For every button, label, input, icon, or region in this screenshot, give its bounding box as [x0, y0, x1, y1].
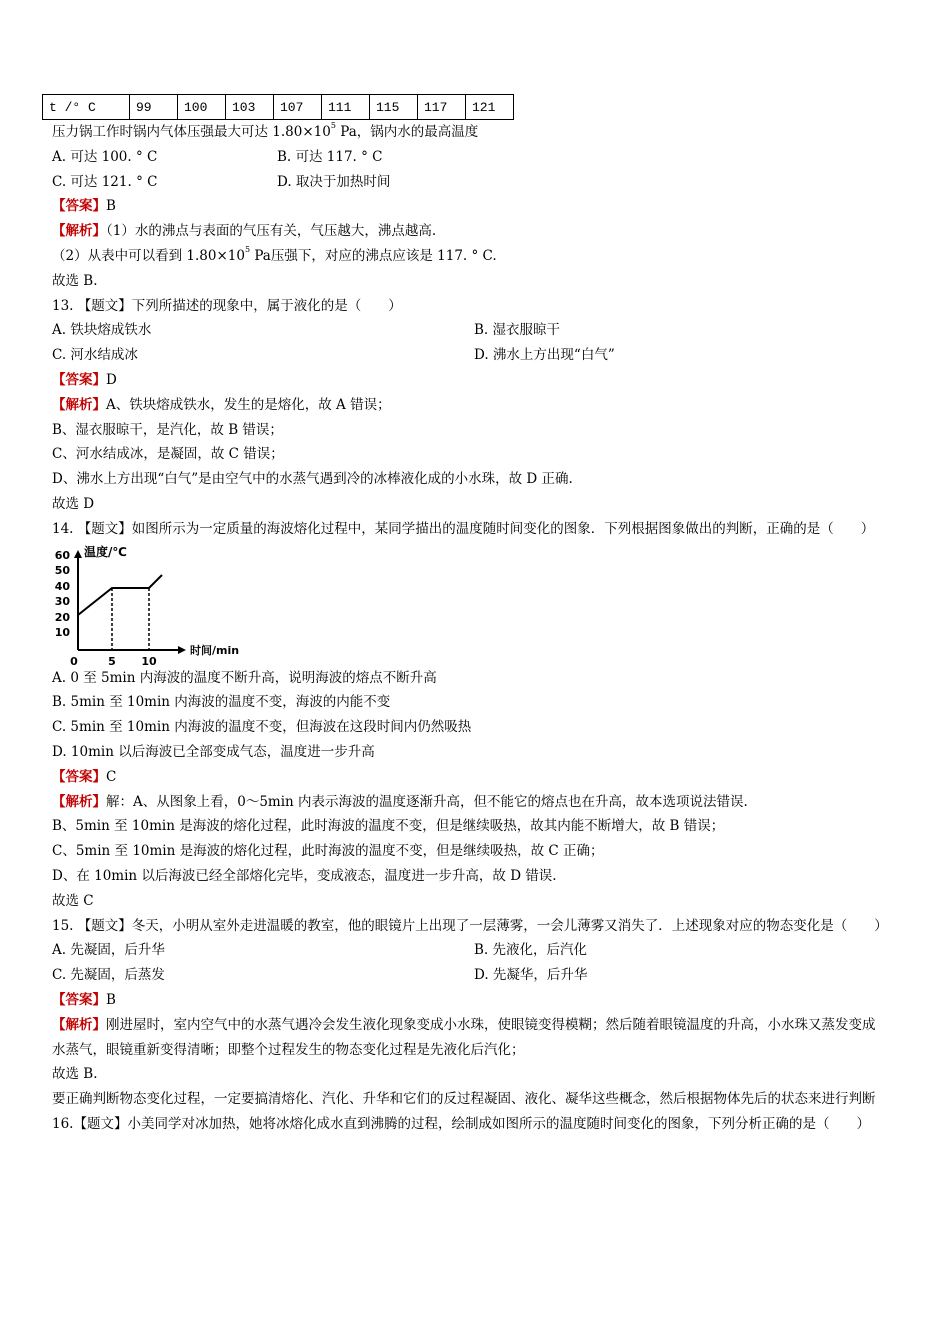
- q13-analysis-line: B、湿衣服晾干，是汽化，故 B 错误；: [52, 421, 283, 438]
- q13-analysis-line: C、河水结成冰，是凝固，故 C 错误；: [52, 446, 284, 463]
- q15-answer: 【答案】B: [52, 991, 116, 1008]
- option-c: C. 河水结成冰: [52, 347, 138, 364]
- q12-options-row2: [52, 170, 900, 195]
- x-tick-label: 5: [108, 654, 116, 666]
- y-axis-label: 温度/℃: [84, 544, 127, 559]
- table-row: [43, 95, 514, 120]
- q15-note: 要正确判断物态变化过程，一定要搞清熔化、汽化、升华和它们的反过程凝固、液化、凝华这些概念，然后根据物体先后的状态来进行判断: [52, 1091, 876, 1108]
- q14-option-d: D. 10min 以后海波已全部变成气态，温度进一步升高: [52, 743, 375, 760]
- q13-options-row2: [52, 343, 900, 368]
- x-axis-arrow: [178, 646, 186, 654]
- option-b: B. 可达 117. ° C: [277, 148, 383, 165]
- document-page: [49, 94, 900, 1137]
- y-tick-label: 60: [54, 548, 70, 562]
- q15-analysis-line: 水蒸气，眼镜重新变得清晰；即整个过程发生的物态变化过程是先液化后汽化；: [52, 1041, 525, 1058]
- q15-conclusion: 故选 B.: [52, 1066, 98, 1083]
- q14-stem: 14. 【题文】如图所示为一定质量的海波熔化过程中，某同学描出的温度随时间变化的图象．下列根据图象做出的判断，正确的是（ ）: [52, 520, 875, 537]
- q14-conclusion: 故选 C: [52, 892, 94, 909]
- temperature-time-graph: [52, 542, 252, 666]
- q14-answer: 【答案】C: [52, 768, 117, 785]
- y-axis-arrow: [74, 550, 82, 558]
- x-axis-label: 时间/min: [190, 643, 240, 657]
- q16-stem: 16.【题文】小美同学对冰加热，她将冰熔化成水直到沸腾的过程，绘制成如图所示的温度随时间变化的图象，下列分析正确的是（ ）: [52, 1115, 870, 1132]
- q15-options-row1: [52, 938, 900, 963]
- option-d: D. 取决于加热时间: [277, 173, 391, 190]
- q13-stem: 13. 【题文】下列所描述的现象中，属于液化的是（ ）: [52, 297, 402, 314]
- x-tick-label: 0: [70, 654, 78, 666]
- q12-answer: 【答案】B: [52, 198, 116, 215]
- option-c: C. 可达 121. ° C: [52, 173, 158, 190]
- q14-analysis: 【解析】解：A、从图象上看，0～5min 内表示海波的温度逐渐升高，但不能它的熔点也在升高，故本选项说法错误.: [52, 793, 748, 810]
- x-tick-label: 10: [141, 654, 157, 666]
- table-cell: 111: [322, 95, 370, 120]
- option-a: A. 可达 100. ° C: [52, 148, 158, 165]
- melting-graph: [52, 542, 900, 666]
- table-cell: 121: [466, 95, 514, 120]
- option-a: A. 铁块熔成铁水: [52, 322, 152, 339]
- q14-option-a: A. 0 至 5min 内海波的温度不断升高，说明海波的熔点不断升高: [52, 669, 437, 686]
- q13-conclusion: 故选 D: [52, 495, 95, 512]
- q13-analysis: 【解析】A、铁块熔成铁水，发生的是熔化，故 A 错误；: [52, 396, 391, 413]
- boiling-point-table: [42, 94, 514, 120]
- option-c: C. 先凝固，后蒸发: [52, 967, 165, 984]
- table-header-cell: t /° C: [43, 95, 130, 120]
- q12-options-row1: [52, 145, 900, 170]
- q14-option-b: B. 5min 至 10min 内海波的温度不变，海波的内能不变: [52, 694, 391, 711]
- table-cell: 115: [370, 95, 418, 120]
- q13-answer: 【答案】D: [52, 371, 117, 388]
- q14-analysis-line: C、5min 至 10min 是海波的熔化过程，此时海波的温度不变，但是继续吸热，故 C 正确；: [52, 843, 604, 860]
- y-tick-label: 50: [54, 563, 70, 577]
- q12-stem: 压力锅工作时锅内气体压强最大可达 $1.80\times 10^5$ Pa，锅内水的最高温度: [52, 121, 479, 140]
- option-d: D. 沸水上方出现“白气”: [474, 347, 615, 364]
- q15-analysis: 【解析】刚进屋时，室内空气中的水蒸气遇冷会发生液化现象变成小水珠，使眼镜变得模糊；然后随着眼镜温度的升高，小水珠又蒸发变成: [52, 1016, 876, 1033]
- table-cell: 99: [130, 95, 178, 120]
- table-cell: 103: [226, 95, 274, 120]
- y-tick-label: 10: [54, 625, 70, 639]
- q12-analysis-line: （2）从表中可以看到 $1.80\times 10^5$ Pa压强下，对应的沸点应该是 117. ° C.: [52, 244, 497, 264]
- q13-options-row1: [52, 318, 900, 343]
- option-b: B. 先液化，后汽化: [474, 942, 588, 959]
- option-b: B. 湿衣服晾干: [474, 322, 561, 339]
- option-d: D. 先凝华，后升华: [474, 967, 588, 984]
- table-cell: 100: [178, 95, 226, 120]
- option-a: A. 先凝固，后升华: [52, 942, 165, 959]
- table-cell: 117: [418, 95, 466, 120]
- y-tick-label: 30: [54, 594, 70, 608]
- q15-options-row2: [52, 963, 900, 988]
- q12-analysis: 【解析】（1）水的沸点与表面的气压有关，气压越大，沸点越高.: [52, 223, 437, 240]
- q14-option-c: C. 5min 至 10min 内海波的温度不变，但海波在这段时间内仍然吸热: [52, 719, 472, 736]
- q14-analysis-line: D、在 10min 以后海波已经全部熔化完毕，变成液态，温度进一步升高，故 D 错误.: [52, 867, 557, 884]
- y-tick-label: 20: [54, 610, 70, 624]
- y-tick-label: 40: [54, 579, 70, 593]
- q15-stem: 15. 【题文】冬天，小明从室外走进温暖的教室，他的眼镜片上出现了一层薄雾，一会儿薄雾又消失了．上述现象对应的物态变化是（ ）: [52, 917, 888, 934]
- table-cell: 107: [274, 95, 322, 120]
- q14-analysis-line: B、5min 至 10min 是海波的熔化过程，此时海波的温度不变，但是继续吸热，故其内能不断增大，故 B 错误；: [52, 818, 725, 835]
- q12-conclusion: 故选 B.: [52, 272, 98, 289]
- q13-analysis-line: D、沸水上方出现“白气”是由空气中的水蒸气遇到冷的冰棒液化成的小水珠，故 D 正确.: [52, 471, 573, 488]
